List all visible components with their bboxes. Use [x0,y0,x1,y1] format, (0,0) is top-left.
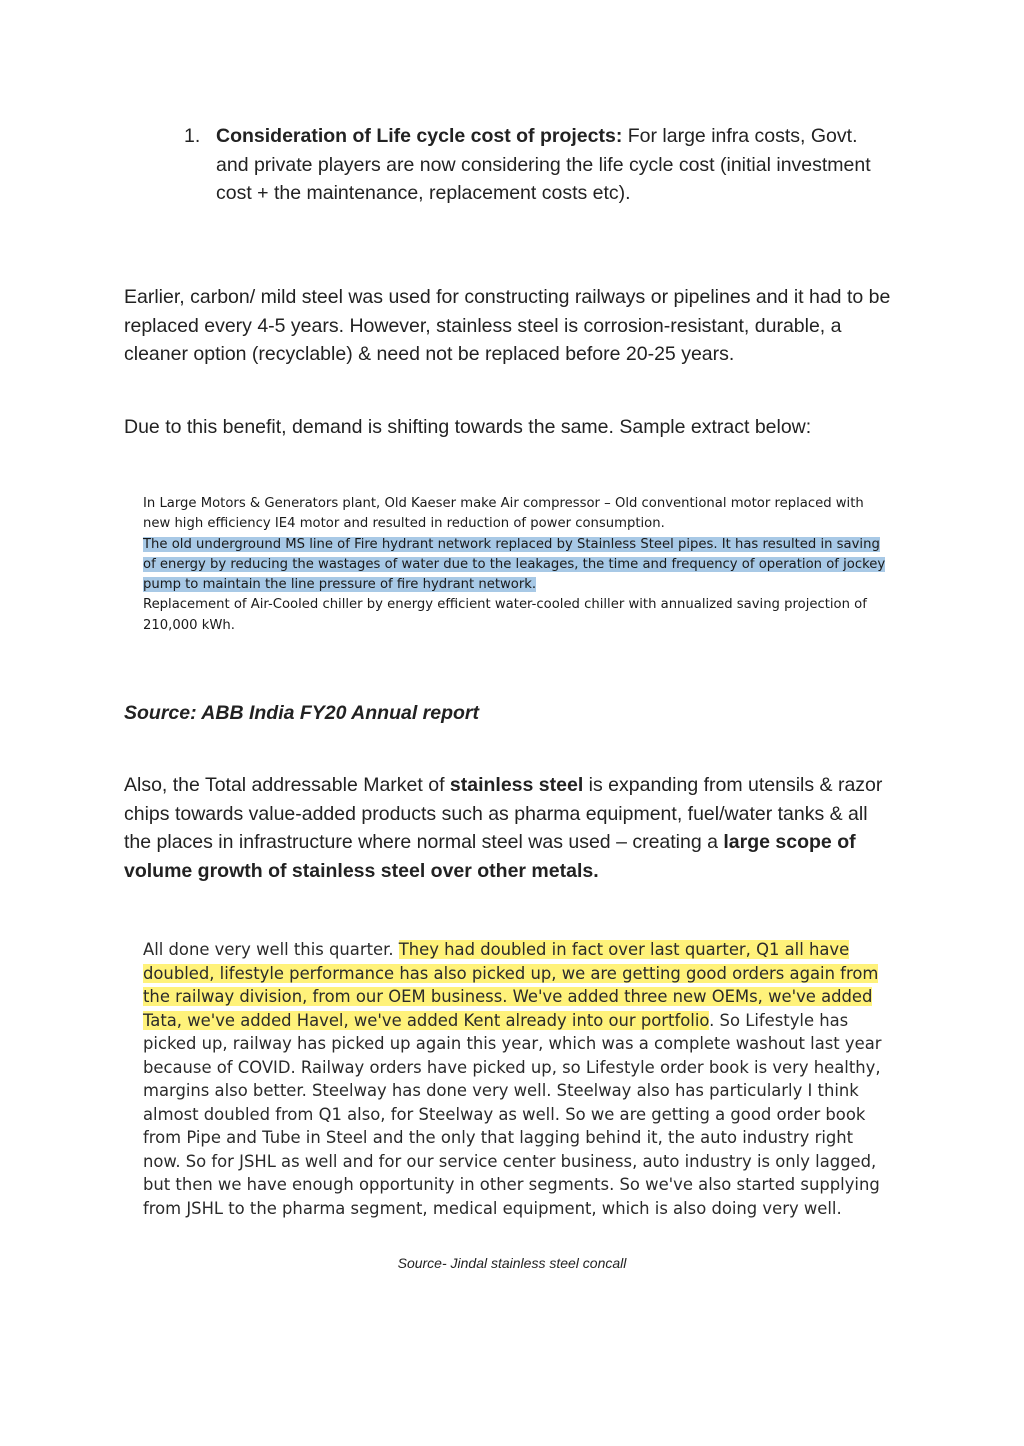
paragraph-tam [124,771,900,885]
extract-line: In Large Motors & Generators plant, Old Kaeser make Air compressor – Old conventional motor replaced with new high efficiency IE4 motor and resulted in reduction of power consumption. [143,496,864,532]
list-item-body: For large infra costs, Govt. and private players are now considering the life cycle cost (initial investment cost + the maintenance, replacement costs etc). [216,125,871,204]
extract-highlighted-line [143,535,895,596]
list-item-text [216,122,884,208]
concall-rest: . So Lifestyle has picked up, railway has picked up again this year, which was a complete washout last year because of COVID. Railway orders have picked up, so Lifestyle order book is very healthy, margins also better. Steelway has done very well. Steelway also has particularly I think almost doubled from Q1 also, for Steelway as well. So we are getting a good order book from Pipe and Tube in Steel and the only that lagging behind it, the auto industry right now. So for JSHL as well and for our service center business, auto industry is only lagged, but then we have enough opportunity in other segments. So we've also started supplying from JSHL to the pharma segment, medical equipment, which is also doing very well. [143,1010,882,1218]
concall-lead: All done very well this quarter. [143,940,399,959]
yellow-highlight: They had doubled in fact over last quarter, Q1 all have doubled, lifestyle performance has also picked up, we are getting good orders again from the railway division, from our OEM business. We've added three new OEMs, we've added Tata, we've added Havel, we've added Kent already into our portfolio [143,940,879,1030]
source-abb: Source: ABB India FY20 Annual report [124,702,480,724]
tam-bold-growth: large scope of volume growth of stainless steel over other metals. [124,831,856,882]
numbered-list-item [184,122,884,208]
list-item-heading: Consideration of Life cycle cost of projects: [216,125,623,147]
tam-text: Also, the Total addressable Market of [124,774,450,796]
paragraph-demand-shift: Due to this benefit, demand is shifting towards the same. Sample extract below: [124,416,812,438]
extract-line: Replacement of Air-Cooled chiller by energy efficient water-cooled chiller with annualized saving projection of 210,000 kWh. [143,597,867,633]
abb-report-extract [143,494,895,636]
jindal-concall-extract [143,938,883,1220]
paragraph-carbon-steel: Earlier, carbon/ mild steel was used for constructing railways or pipelines and it had to be replaced every 4-5 years. However, stainless steel is corrosion-resistant, durable, a cleaner option (recyclable) & need not be replaced before 20-25 years. [124,286,891,365]
source-jindal: Source- Jindal stainless steel concall [397,1255,627,1271]
list-number: 1. [184,125,201,147]
tam-bold-stainless: stainless steel [449,774,584,796]
blue-highlight: The old underground MS line of Fire hydrant network replaced by Stainless Steel pipes. It has resulted in saving of energy by reducing the wastages of water due to the leakages, the time and frequency of operation of jockey pump to maintain the line pressure of fire hydrant network. [143,536,886,593]
tam-text: is expanding from utensils & razor chips towards value-added products such as pharma equipment, fuel/water tanks & all the places in infrastructure where normal steel was used – creating a [124,774,883,853]
